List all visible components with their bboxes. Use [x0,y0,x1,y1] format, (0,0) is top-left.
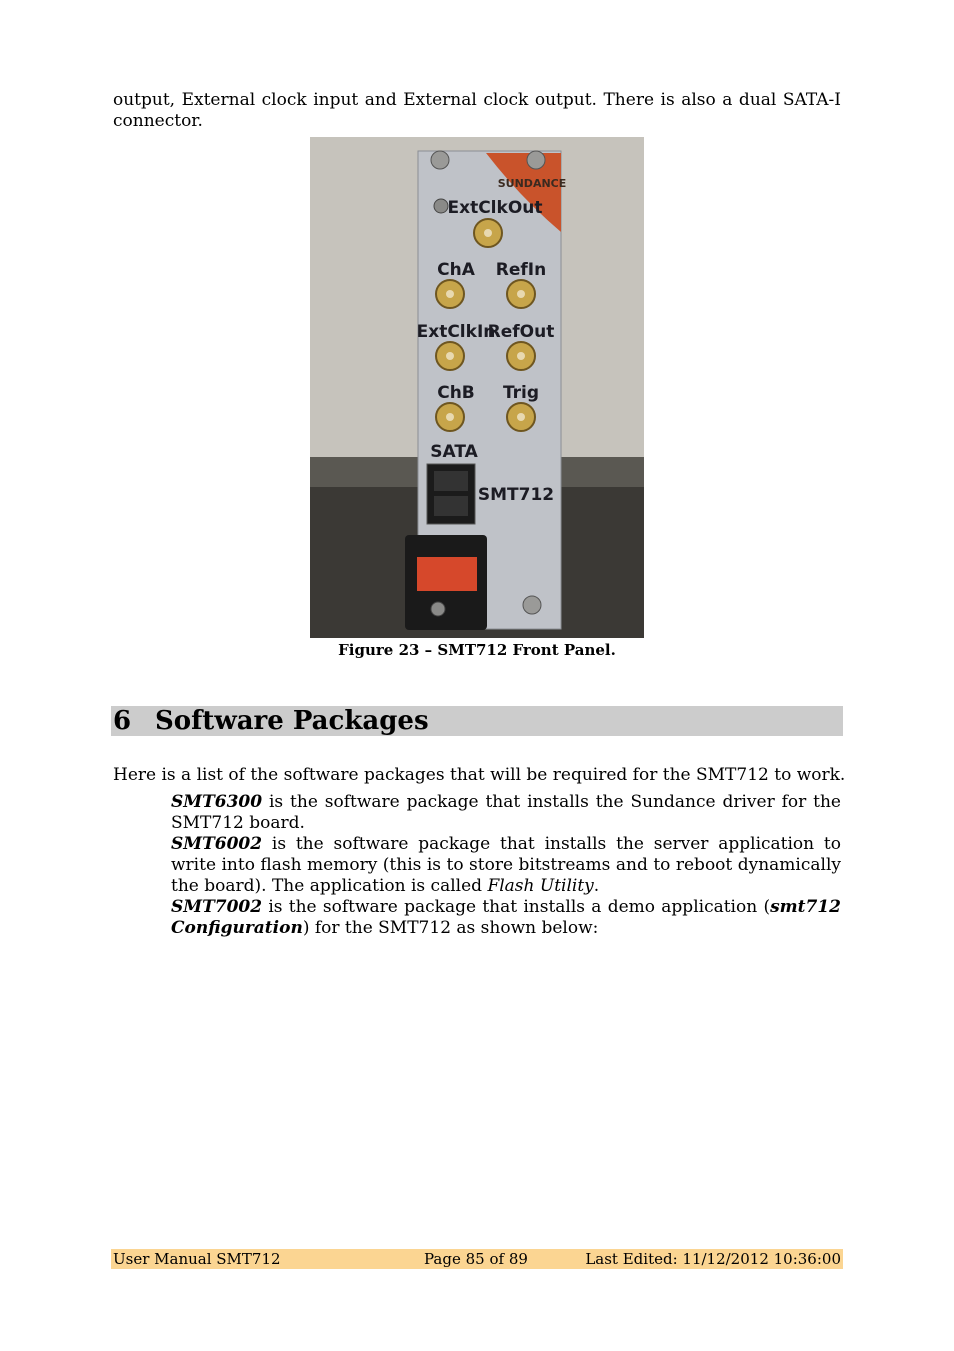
page-footer [111,1249,843,1269]
trig-label: Trig [502,383,540,403]
footer-page-number: Page 85 of 89 [424,1250,528,1268]
figure-caption: Figure 23 – SMT712 Front Panel. [338,641,616,659]
model-label: SMT712 [477,485,555,505]
section-title: Software Packages [155,706,429,736]
chb-label: ChB [437,383,475,403]
section-heading [111,706,843,736]
refin-label: RefIn [495,260,547,280]
cha-label: ChA [437,260,475,280]
app-name: smt712 Configuration [171,897,841,938]
section-number: 6 [113,706,132,736]
sata-label: SATA [430,442,478,462]
footer-title: User Manual SMT712 [113,1250,281,1268]
app-name: Flash Utility [487,876,594,896]
intro-paragraph: output, External clock input and External clock output. There is also a dual SATA-I connector. [113,90,841,131]
refout-label: RefOut [487,322,555,342]
front-panel-illustration [310,137,644,638]
package-item: SMT6300 is the software package that installs the Sundance driver for the SMT712 board. [171,792,841,833]
list-intro: Here is a list of the software packages that will be required for the SMT712 to work. [113,765,846,785]
ext-clk-out-label: ExtClkOut [447,198,543,218]
package-item: SMT6002 is the software package that installs the server application to write into flash memory (this is to store bitstreams and to reboot dynamically the board). The application is called Flash Utility. [171,834,841,896]
front-panel-photo [310,137,644,638]
package-name: SMT6300 [171,792,263,812]
ext-clk-in-label: ExtClkIn [416,322,496,342]
package-name: SMT6002 [171,834,263,854]
brand-label: SUNDANCE [497,177,567,190]
package-name: SMT7002 [171,897,263,917]
package-item: SMT7002 is the software package that installs a demo application (smt712 Configuration) for the SMT712 as shown below: [171,897,841,938]
footer-last-edited: Last Edited: 11/12/2012 10:36:00 [585,1250,841,1268]
